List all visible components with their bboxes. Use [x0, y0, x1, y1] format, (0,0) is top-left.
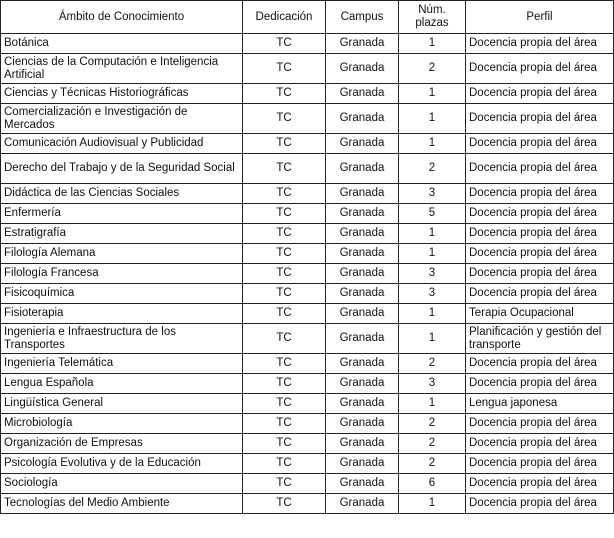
cell-perfil: Terapia Ocupacional [466, 304, 614, 324]
cell-campus: Granada [326, 104, 399, 134]
header-plazas [399, 1, 466, 34]
cell-campus: Granada [326, 224, 399, 244]
cell-campus: Granada [326, 284, 399, 304]
cell-ambito: Lingüística General [1, 394, 243, 414]
cell-plazas: 3 [399, 374, 466, 394]
cell-plazas: 1 [399, 134, 466, 154]
cell-perfil: Docencia propia del área [466, 354, 614, 374]
cell-plazas: 1 [399, 224, 466, 244]
cell-campus: Granada [326, 154, 399, 184]
table-row [1, 374, 614, 394]
cell-perfil: Planificación y gestión del transporte [466, 324, 614, 354]
cell-ambito: Microbiología [1, 414, 243, 434]
cell-dedicacion: TC [243, 34, 326, 54]
cell-ambito: Ingeniería Telemática [1, 354, 243, 374]
cell-campus: Granada [326, 494, 399, 514]
cell-plazas: 1 [399, 34, 466, 54]
table-row [1, 394, 614, 414]
cell-perfil: Docencia propia del área [466, 54, 614, 84]
cell-campus: Granada [326, 414, 399, 434]
table-row [1, 354, 614, 374]
cell-perfil: Docencia propia del área [466, 154, 614, 184]
table-row [1, 244, 614, 264]
cell-campus: Granada [326, 434, 399, 454]
cell-perfil: Docencia propia del área [466, 434, 614, 454]
cell-perfil: Docencia propia del área [466, 244, 614, 264]
cell-ambito: Derecho del Trabajo y de la Seguridad Social [1, 154, 243, 184]
cell-plazas: 3 [399, 184, 466, 204]
cell-dedicacion: TC [243, 264, 326, 284]
cell-ambito: Lengua Española [1, 374, 243, 394]
cell-dedicacion: TC [243, 394, 326, 414]
cell-dedicacion: TC [243, 284, 326, 304]
header-plazas-line2: plazas [415, 17, 449, 29]
cell-campus: Granada [326, 244, 399, 264]
table-row [1, 324, 614, 354]
header-ambito: Ámbito de Conocimiento [1, 1, 243, 34]
header-row [1, 1, 614, 34]
cell-ambito: Comercialización e Investigación de Mercados [1, 104, 243, 134]
cell-dedicacion: TC [243, 224, 326, 244]
cell-perfil: Docencia propia del área [466, 204, 614, 224]
cell-campus: Granada [326, 204, 399, 224]
table-row [1, 264, 614, 284]
cell-dedicacion: TC [243, 204, 326, 224]
cell-perfil: Docencia propia del área [466, 414, 614, 434]
cell-plazas: 3 [399, 284, 466, 304]
cell-plazas: 2 [399, 154, 466, 184]
cell-campus: Granada [326, 304, 399, 324]
cell-dedicacion: TC [243, 84, 326, 104]
cell-ambito: Botánica [1, 34, 243, 54]
cell-ambito: Ingeniería e Infraestructura de los Transportes [1, 324, 243, 354]
cell-perfil: Lengua japonesa [466, 394, 614, 414]
table-row [1, 224, 614, 244]
table-row [1, 104, 614, 134]
cell-plazas: 2 [399, 434, 466, 454]
cell-perfil: Docencia propia del área [466, 134, 614, 154]
cell-plazas: 1 [399, 244, 466, 264]
cell-campus: Granada [326, 264, 399, 284]
table-row [1, 204, 614, 224]
cell-plazas: 1 [399, 304, 466, 324]
table-row [1, 434, 614, 454]
cell-campus: Granada [326, 324, 399, 354]
table-row [1, 414, 614, 434]
cell-plazas: 2 [399, 354, 466, 374]
table-row [1, 284, 614, 304]
cell-campus: Granada [326, 84, 399, 104]
cell-plazas: 2 [399, 54, 466, 84]
cell-campus: Granada [326, 454, 399, 474]
cell-ambito: Fisioterapia [1, 304, 243, 324]
table-row [1, 34, 614, 54]
header-campus: Campus [326, 1, 399, 34]
cell-dedicacion: TC [243, 454, 326, 474]
cell-ambito: Enfermería [1, 204, 243, 224]
cell-plazas: 5 [399, 204, 466, 224]
cell-ambito: Fisicoquímica [1, 284, 243, 304]
cell-plazas: 2 [399, 454, 466, 474]
cell-campus: Granada [326, 474, 399, 494]
table-row [1, 154, 614, 184]
cell-campus: Granada [326, 34, 399, 54]
cell-ambito: Filología Alemana [1, 244, 243, 264]
table-row [1, 494, 614, 514]
cell-perfil: Docencia propia del área [466, 104, 614, 134]
cell-dedicacion: TC [243, 54, 326, 84]
table-row [1, 304, 614, 324]
cell-campus: Granada [326, 184, 399, 204]
cell-dedicacion: TC [243, 354, 326, 374]
cell-ambito: Filología Francesa [1, 264, 243, 284]
cell-dedicacion: TC [243, 134, 326, 154]
header-dedicacion: Dedicación [243, 1, 326, 34]
cell-ambito: Estratigrafía [1, 224, 243, 244]
cell-campus: Granada [326, 354, 399, 374]
cell-plazas: 1 [399, 324, 466, 354]
table-row [1, 54, 614, 84]
cell-campus: Granada [326, 54, 399, 84]
cell-ambito: Didáctica de las Ciencias Sociales [1, 184, 243, 204]
cell-perfil: Docencia propia del área [466, 84, 614, 104]
cell-plazas: 1 [399, 394, 466, 414]
cell-perfil: Docencia propia del área [466, 284, 614, 304]
cell-plazas: 1 [399, 84, 466, 104]
cell-perfil: Docencia propia del área [466, 454, 614, 474]
cell-ambito: Ciencias y Técnicas Historiográficas [1, 84, 243, 104]
cell-dedicacion: TC [243, 304, 326, 324]
cell-ambito: Ciencias de la Computación e Inteligencia Artificial [1, 54, 243, 84]
table-row [1, 134, 614, 154]
cell-dedicacion: TC [243, 104, 326, 134]
table-body [1, 34, 614, 514]
cell-dedicacion: TC [243, 244, 326, 264]
cell-perfil: Docencia propia del área [466, 264, 614, 284]
cell-dedicacion: TC [243, 434, 326, 454]
cell-campus: Granada [326, 374, 399, 394]
cell-ambito: Tecnologías del Medio Ambiente [1, 494, 243, 514]
cell-plazas: 2 [399, 414, 466, 434]
table-row [1, 454, 614, 474]
cell-perfil: Docencia propia del área [466, 224, 614, 244]
cell-ambito: Psicología Evolutiva y de la Educación [1, 454, 243, 474]
header-plazas-line1: Núm. [418, 4, 446, 16]
cell-plazas: 3 [399, 264, 466, 284]
cell-plazas: 1 [399, 104, 466, 134]
cell-ambito: Organización de Empresas [1, 434, 243, 454]
table-row [1, 184, 614, 204]
cell-perfil: Docencia propia del área [466, 374, 614, 394]
cell-dedicacion: TC [243, 184, 326, 204]
table-row [1, 474, 614, 494]
cell-dedicacion: TC [243, 324, 326, 354]
cell-campus: Granada [326, 394, 399, 414]
cell-campus: Granada [326, 134, 399, 154]
cell-perfil: Docencia propia del área [466, 34, 614, 54]
cell-dedicacion: TC [243, 154, 326, 184]
cell-perfil: Docencia propia del área [466, 474, 614, 494]
cell-dedicacion: TC [243, 374, 326, 394]
cell-ambito: Sociología [1, 474, 243, 494]
cell-dedicacion: TC [243, 474, 326, 494]
table-row [1, 84, 614, 104]
cell-perfil: Docencia propia del área [466, 184, 614, 204]
cell-dedicacion: TC [243, 494, 326, 514]
cell-plazas: 1 [399, 494, 466, 514]
cell-perfil: Docencia propia del área [466, 494, 614, 514]
cell-ambito: Comunicación Audiovisual y Publicidad [1, 134, 243, 154]
cell-dedicacion: TC [243, 414, 326, 434]
header-perfil: Perfil [466, 1, 614, 34]
cell-plazas: 6 [399, 474, 466, 494]
